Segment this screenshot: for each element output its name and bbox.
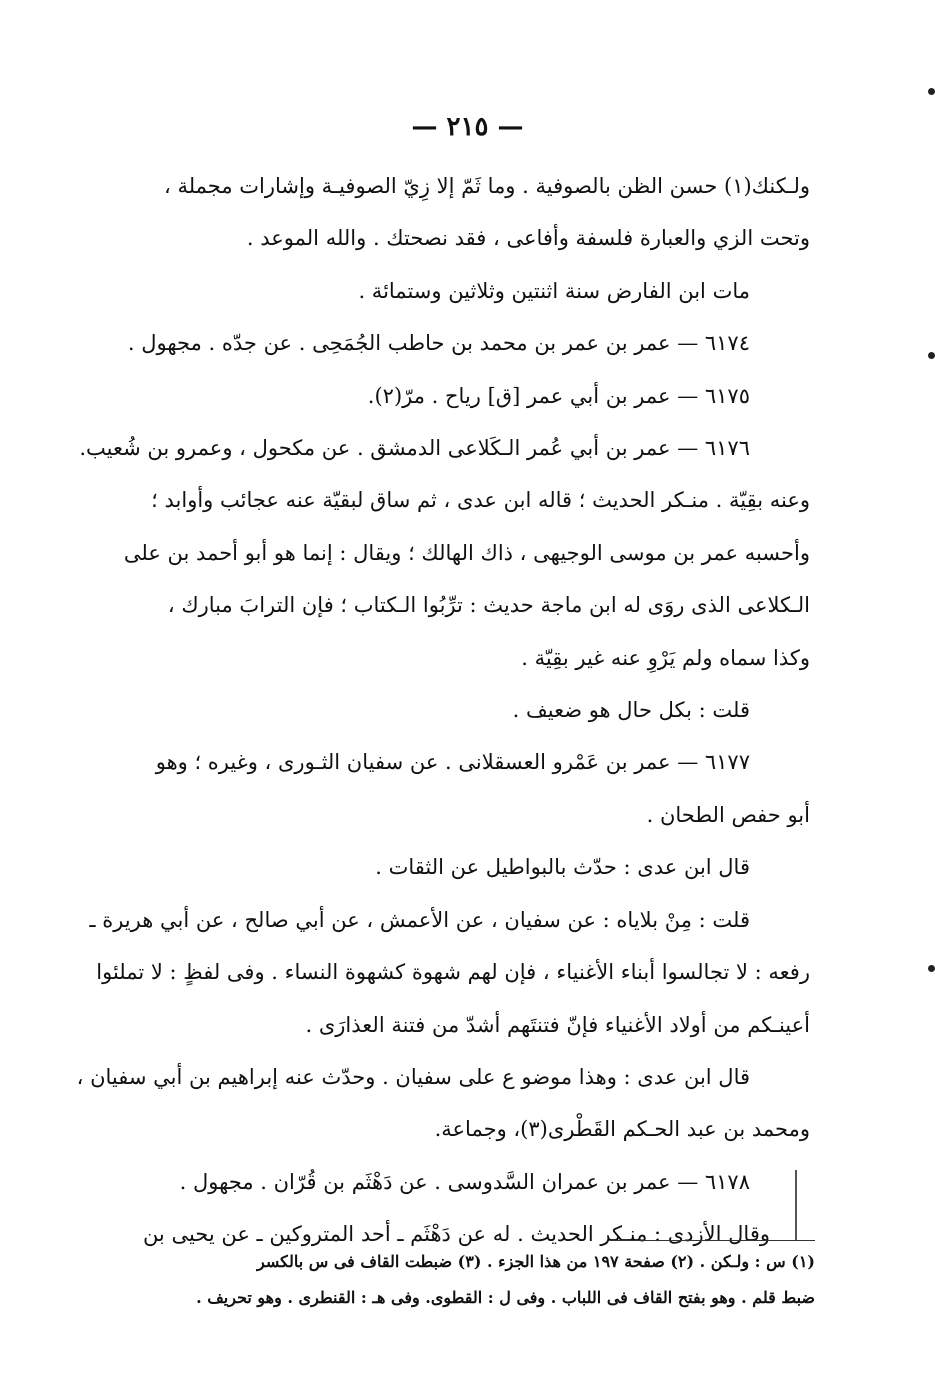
- margin-dot: [928, 352, 935, 359]
- page-number: — ٢١٥ —: [411, 112, 524, 142]
- text-line: قال ابن عدى : حدّث بالبواطيل عن الثقات .: [375, 855, 750, 880]
- text-line: قلت : مِنْ بلاياه : عن سفيان ، عن الأعمش ، عن أبي صالح ، عن أبي هريرة ـ: [89, 907, 750, 932]
- text-line: وتحت الزي والعبارة فلسفة وأفاعى ، فقد نصحتك . والله الموعد .: [246, 226, 810, 251]
- text-line: وعنه بقِيّة . منـكر الحديث ؛ قاله ابن عدى ، ثم ساق لبقيّة عنه عجائب وأوابد ؛: [151, 488, 810, 513]
- entry-6176: ٦١٧٦ — عمر بن أبي عُمر الـكَلاعى الدمشق . عن مكحول ، وعمرو بن شُعيب.: [79, 436, 750, 461]
- footnote-line: (١) س : ولـكن . (٢) صفحة ١٩٧ من هذا الجزء . (٣) ضبطت القاف فى س بالكسر: [257, 1252, 815, 1271]
- text-line: مات ابن الفارض سنة اثنتين وثلاثين وستمائة .: [358, 278, 750, 303]
- entry-6178: ٦١٧٨ — عمر بن عمران السَّدوسى . عن دَهْثَم بن قُرّان . مجهول .: [179, 1169, 750, 1194]
- entry-6175: ٦١٧٥ — عمر بن أبي عمر [ق] رياح . مرّ(٢).: [367, 383, 750, 408]
- text-line: الـكلاعى الذى روَى له ابن ماجة حديث : ترِّبُوا الـكتاب ؛ فإن الترابَ مبارك ،: [167, 593, 810, 618]
- text-line: قال ابن عدى : وهذا موضو ع على سفيان . وحدّث عنه إبراهيم بن أبي سفيان ،: [76, 1064, 750, 1089]
- margin-mark: [795, 1170, 797, 1240]
- text-line: وأحسبه عمر بن موسى الوجيهى ، ذاك الهالك ؛ ويقال : إنما هو أبو أحمد بن على: [123, 540, 810, 565]
- entry-6174: ٦١٧٤ — عمر بن عمر بن محمد بن حاطب الجُمَحِى . عن جدّه . مجهول .: [127, 331, 750, 356]
- text-line: أبو حفص الطحان .: [646, 802, 810, 827]
- text-line: رفعه : لا تجالسوا أبناء الأغنياء ، فإن لهم شهوة كشهوة النساء . وفى لفظٍ : لا تملئوا: [96, 960, 810, 985]
- text-line: وكذا سماه ولم يَرْوِ عنه غير بقِيّة .: [521, 645, 810, 670]
- footnote-line: ضبط قلم . وهو بفتح القاف فى اللباب . وفى ل : القطوى. وفى هـ : القنطرى . وهو تحريف .: [196, 1288, 815, 1307]
- text-line: قلت : بكل حال هو ضعيف .: [512, 698, 750, 723]
- margin-dot: [928, 88, 935, 95]
- footnote-divider: [610, 1240, 815, 1241]
- text-line: ومحمد بن عبد الحـكم القَطْرى(٣)، وجماعة.: [434, 1117, 810, 1142]
- text-line: ولـكنك(١) حسن الظن بالصوفية . وما ثَمّ إلا زِيّ الصوفيـة وإشارات مجملة ،: [164, 174, 810, 198]
- body-text: [76, 160, 810, 1261]
- footnotes: [150, 1244, 815, 1316]
- margin-dot: [928, 965, 935, 972]
- entry-6177: ٦١٧٧ — عمر بن عَمْرو العسقلانى . عن سفيان الثـورى ، وغيره ؛ وهو: [155, 750, 750, 775]
- text-line: أعينـكم من أولاد الأغنياء فإنّ فتنتَهم أشدّ من فتنة العذارَى .: [305, 1012, 810, 1037]
- text-line: وقال الأزدى : منـكر الحديث . له عن دَهْثَم ـ أحد المتروكين ـ عن يحيى بن: [142, 1222, 770, 1247]
